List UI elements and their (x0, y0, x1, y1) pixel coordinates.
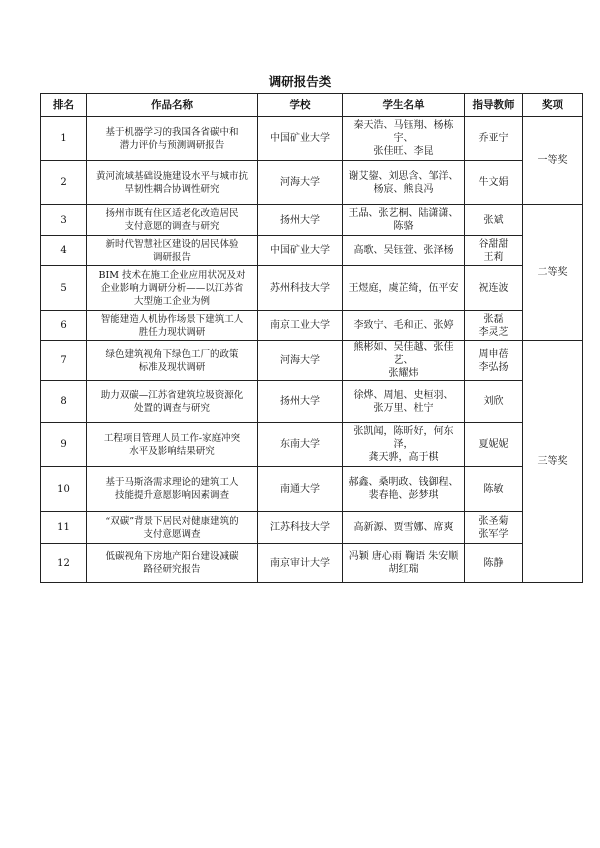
header-award: 奖项 (523, 94, 583, 117)
work-title-cell: 基于马斯洛需求理论的建筑工人 技能提升意愿影响因素调查 (87, 467, 258, 512)
rank-cell: 3 (41, 205, 87, 236)
table-row (41, 467, 583, 512)
advisor-cell: 乔亚宁 (465, 117, 523, 161)
rank-cell: 12 (41, 544, 87, 583)
table-header-row (41, 94, 583, 117)
advisor-cell: 谷甜甜 王莉 (465, 236, 523, 266)
advisor-cell: 陈敏 (465, 467, 523, 512)
advisor-cell: 周申蓓 李弘扬 (465, 341, 523, 381)
work-title-cell: 基于机器学习的我国各省碳中和 潜力评价与预测调研报告 (87, 117, 258, 161)
table-row (41, 117, 583, 161)
work-title-cell: 新时代智慧社区建设的居民体验 调研报告 (87, 236, 258, 266)
table-row (41, 423, 583, 467)
advisor-cell: 刘欣 (465, 381, 523, 423)
students-cell: 冯颖 唐心雨 鞠语 朱安顺 胡红瑞 (343, 544, 465, 583)
rank-cell: 2 (41, 161, 87, 205)
table-row (41, 341, 583, 381)
award-cell: 二等奖 (523, 205, 583, 341)
work-title-cell: 智能建造人机协作场景下建筑工人 胜任力现状调研 (87, 311, 258, 341)
table-row (41, 161, 583, 205)
students-cell: 王煜庭，虞芷绮，伍平安 (343, 266, 465, 311)
work-title-cell: “双碳”背景下居民对健康建筑的 支付意愿调查 (87, 512, 258, 544)
table-row (41, 236, 583, 266)
school-cell: 南京审计大学 (258, 544, 343, 583)
school-cell: 南京工业大学 (258, 311, 343, 341)
advisor-cell: 祝连波 (465, 266, 523, 311)
school-cell: 中国矿业大学 (258, 117, 343, 161)
school-cell: 江苏科技大学 (258, 512, 343, 544)
school-cell: 扬州大学 (258, 205, 343, 236)
table-row (41, 205, 583, 236)
header-rank: 排名 (41, 94, 87, 117)
rank-cell: 10 (41, 467, 87, 512)
rank-cell: 9 (41, 423, 87, 467)
advisor-cell: 陈静 (465, 544, 523, 583)
work-title-cell: 扬州市既有住区适老化改造居民 支付意愿的调查与研究 (87, 205, 258, 236)
table-row (41, 512, 583, 544)
students-cell: 高新源、贾雪娜、席爽 (343, 512, 465, 544)
table-row (41, 266, 583, 311)
school-cell: 中国矿业大学 (258, 236, 343, 266)
students-cell: 李致宁、毛和正、张婷 (343, 311, 465, 341)
students-cell: 熊彬如、吴佳越、张佳艺、 张耀炜 (343, 341, 465, 381)
students-cell: 张凯闻，陈昕好，何东泽， 龚天骅，高于棋 (343, 423, 465, 467)
students-cell: 郝鑫、桑明政、钱御程、 裴春艳、彭梦琪 (343, 467, 465, 512)
table-row (41, 311, 583, 341)
school-cell: 扬州大学 (258, 381, 343, 423)
header-work: 作品名称 (87, 94, 258, 117)
school-cell: 河海大学 (258, 341, 343, 381)
rank-cell: 5 (41, 266, 87, 311)
students-cell: 王晶、张艺桐、陆潇潇、 陈骆 (343, 205, 465, 236)
header-advisor: 指导教师 (465, 94, 523, 117)
header-school: 学校 (258, 94, 343, 117)
rank-cell: 7 (41, 341, 87, 381)
header-students: 学生名单 (343, 94, 465, 117)
advisor-cell: 夏妮妮 (465, 423, 523, 467)
award-cell: 一等奖 (523, 117, 583, 205)
rank-cell: 1 (41, 117, 87, 161)
work-title-cell: 黄河流域基础设施建设水平与城市抗 旱韧性耦合协调性研究 (87, 161, 258, 205)
rank-cell: 11 (41, 512, 87, 544)
school-cell: 河海大学 (258, 161, 343, 205)
rank-cell: 6 (41, 311, 87, 341)
advisor-cell: 张圣菊 张军学 (465, 512, 523, 544)
page-title: 调研报告类 (268, 74, 332, 89)
school-cell: 苏州科技大学 (258, 266, 343, 311)
rank-cell: 4 (41, 236, 87, 266)
award-cell: 三等奖 (523, 341, 583, 583)
table-row (41, 381, 583, 423)
students-cell: 徐烨、周旭、史桓羽、 张万里、杜宁 (343, 381, 465, 423)
advisor-cell: 张斌 (465, 205, 523, 236)
students-cell: 秦天浩、马钰翔、杨栋宇、 张佳旺、李昆 (343, 117, 465, 161)
students-cell: 高歌、吴钰萱、张泽杨 (343, 236, 465, 266)
rank-cell: 8 (41, 381, 87, 423)
work-title-cell: BIM 技术在施工企业应用状况及对 企业影响力调研分析——以江苏省 大型施工企业为例 (87, 266, 258, 311)
work-title-cell: 助力双碳—江苏省建筑垃圾资源化 处置的调查与研究 (87, 381, 258, 423)
report-table (40, 93, 583, 583)
students-cell: 谢艾鋆、刘思含、邹洋、 杨宸、熊良冯 (343, 161, 465, 205)
advisor-cell: 张磊 李灵芝 (465, 311, 523, 341)
school-cell: 东南大学 (258, 423, 343, 467)
school-cell: 南通大学 (258, 467, 343, 512)
table-row (41, 544, 583, 583)
advisor-cell: 牛文娟 (465, 161, 523, 205)
work-title-cell: 绿色建筑视角下绿色工厂的政策 标准及现状调研 (87, 341, 258, 381)
work-title-cell: 工程项目管理人员工作-家庭冲突 水平及影响结果研究 (87, 423, 258, 467)
work-title-cell: 低碳视角下房地产阳台建设减碳 路径研究报告 (87, 544, 258, 583)
